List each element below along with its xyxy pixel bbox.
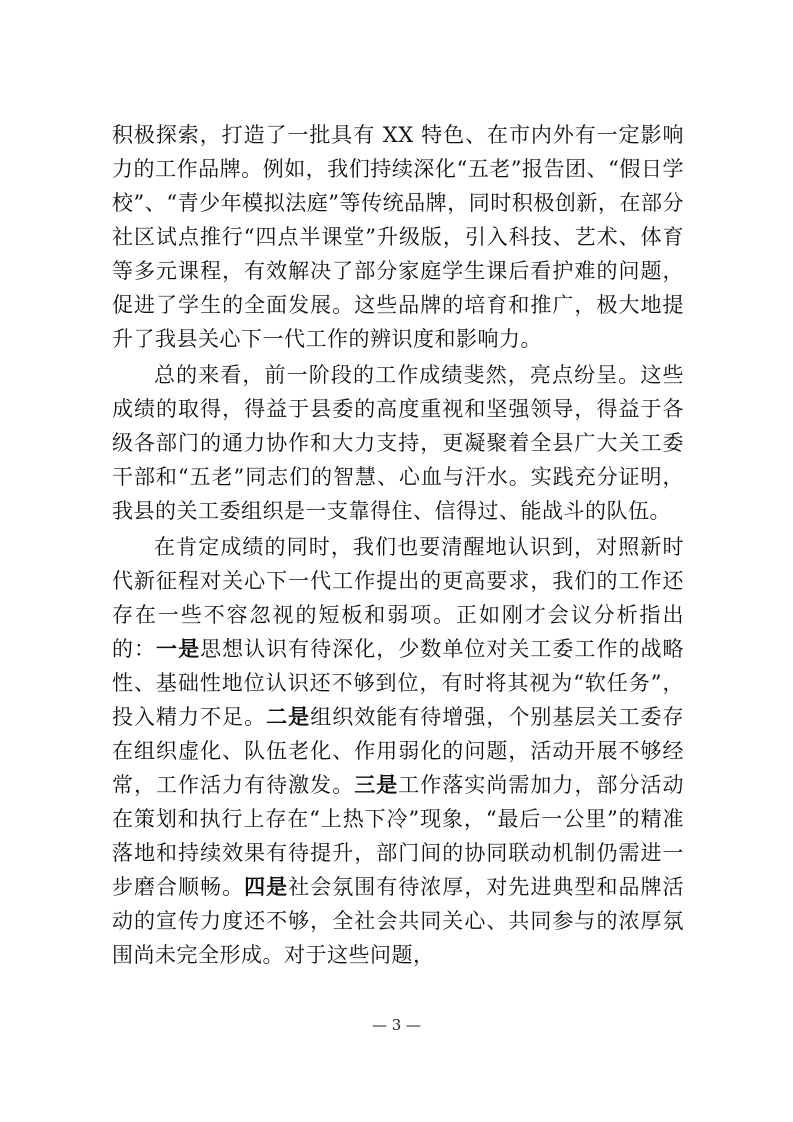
- paragraph-text: 工作落实尚需加力，部分活动在策划和执行上存在“上热下冷”现象，“最后一公里”的精准落地和持续效果有待提升，部门间的协同联动机制仍需进一步磨合顺畅。: [112, 773, 685, 899]
- paragraph-text: 社会氛围有待浓厚，对先进典型和品牌活动的宣传力度还不够，全社会共同关心、共同参与的浓厚氛围尚未完全形成。对于这些问题，: [112, 875, 685, 967]
- paragraph-text: 组织效能有待增强，个别基层关工委存在组织虚化、队伍老化、作用弱化的问题，活动开展不够经常，工作活力有待激发。: [112, 705, 685, 797]
- document-body: [112, 118, 684, 972]
- paragraph-2: [112, 358, 684, 528]
- point-three-label: 三是: [354, 772, 399, 797]
- page-number: — 3 —: [371, 1016, 422, 1034]
- paragraph-3: [112, 530, 684, 972]
- paragraph-text: 在肯定成绩的同时，我们也要清醒地认识到，对照新时代新征程对关心下一代工作提出的更高要求，我们的工作还存在一些不容忽视的短板和弱项。正如刚才会议分析指出的：: [112, 535, 684, 661]
- paragraph-text: 思想认识有待深化，少数单位对关工委工作的战略性、基础性地位认识还不够到位，有时将其视为“软任务”，投入精力不足。: [112, 637, 685, 729]
- point-two-label: 二是: [266, 704, 311, 729]
- paragraph-text: 总的来看，前一阶段的工作成绩斐然，亮点纷呈。这些成绩的取得，得益于县委的高度重视和坚强领导，得益于各级各部门的通力协作和大力支持，更凝聚着全县广大关工委干部和“五老”同志们的智慧、心血与汗水。实践充分证明，我县的关工委组织是一支靠得住、信得过、能战斗的队伍。: [112, 363, 684, 523]
- paragraph-1: [112, 118, 684, 356]
- paragraph-text: 积极探索，打造了一批具有 XX 特色、在市内外有一定影响力的工作品牌。例如，我们持续深化“五老”报告团、“假日学校”、“青少年模拟法庭”等传统品牌，同时积极创新，在部分社区试点推行“四点半课堂”升级版，引入科技、艺术、体育等多元课程，有效解决了部分家庭学生课后看护难的问题，促进了学生的全面发展。这些品牌的培育和推广，极大地提升了我县关心下一代工作的辨识度和影响力。: [112, 123, 684, 351]
- point-one-label: 一是: [156, 636, 201, 661]
- point-four-label: 四是: [244, 874, 289, 899]
